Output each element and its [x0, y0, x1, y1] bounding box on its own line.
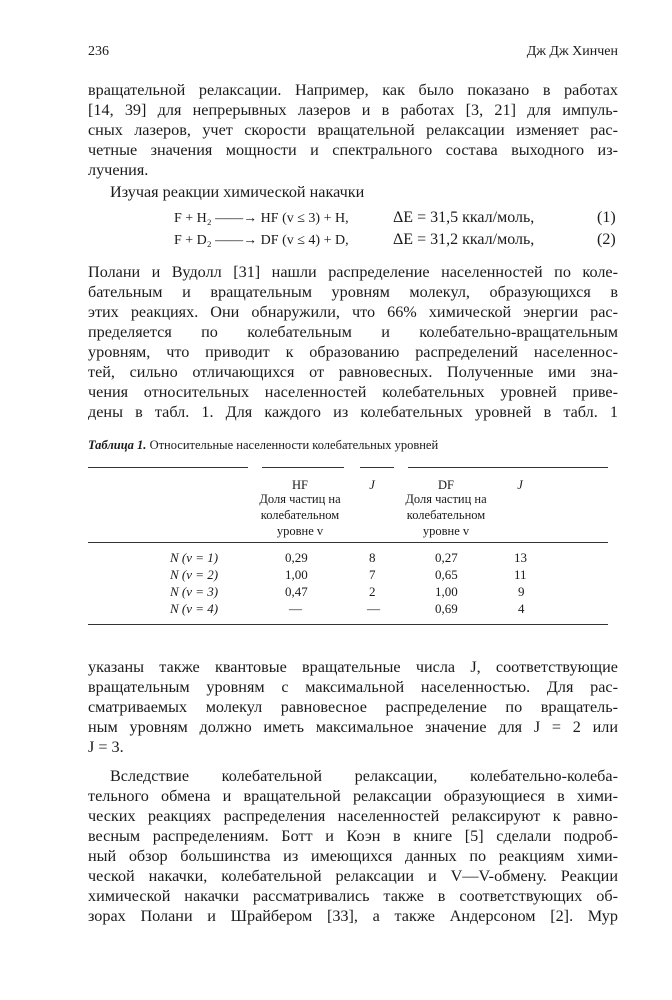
cell-df: 1,00	[435, 584, 458, 599]
col-head-hf-j: J	[369, 478, 375, 492]
text-line: указаны также квантовые вращательные числа J, соответствующие	[88, 658, 618, 676]
text-line: весным распределениям. Ботт и Коэн в книге [5] сделали подроб-	[88, 827, 618, 845]
equation-2	[0, 231, 672, 253]
cell-hf-j: —	[367, 601, 380, 616]
text-line: ным уровням должно иметь максимальное значение для J = 2 или	[88, 718, 618, 736]
text-line: Полани и Вудолл [31] нашли распределение населенностей по коле-	[88, 263, 618, 281]
row-label: N (v = 1)	[170, 550, 219, 565]
col-subhead-hf	[240, 491, 360, 539]
text-line: J = 3.	[88, 738, 124, 756]
row-label: N (v = 3)	[170, 584, 219, 599]
cell-df: 0,65	[435, 567, 458, 582]
paragraph-5	[88, 766, 618, 926]
paragraph-4	[88, 657, 618, 757]
text-line: чения относительных населенностей колебательных уровней приве-	[88, 383, 618, 401]
subhead-line: Доля частиц на	[405, 492, 487, 506]
paragraph-3	[88, 262, 618, 422]
text-line: сматриваемых молекул равновесное распределение по вращатель-	[88, 698, 618, 716]
cell-hf: 1,00	[285, 567, 308, 582]
page-number: 236	[88, 44, 109, 59]
table-top-rule	[88, 467, 248, 468]
table-top-rule	[360, 467, 394, 468]
cell-hf: 0,29	[285, 550, 308, 565]
cell-df-j: 9	[518, 584, 525, 599]
subhead-line: Доля частиц на	[259, 492, 341, 506]
table-caption-text: Относительные населенности колебательных уровней	[149, 438, 439, 452]
text-line: [14, 39] для непрерывных лазеров и в работах [3, 21] для импуль-	[88, 101, 618, 119]
text-line: вращательным уровням с максимальной населенностью. Для рас-	[88, 678, 618, 696]
cell-df-j: 4	[518, 601, 525, 616]
cell-hf: 0,47	[285, 584, 308, 599]
running-head: Дж Дж Хинчен	[526, 44, 618, 59]
cell-hf-j: 7	[369, 567, 376, 582]
equation-energy: ΔE = 31,2 ккал/моль,	[393, 231, 535, 248]
equation-reaction: F + H₂ ——→ HF (v ≤ 3) + H,	[174, 211, 349, 226]
cell-df: 0,69	[435, 601, 458, 616]
table-caption-label: Таблица 1.	[88, 438, 147, 452]
paragraph-1	[88, 80, 618, 180]
row-label: N (v = 2)	[170, 567, 219, 582]
text-line: лучения.	[88, 161, 149, 179]
equation-1	[0, 209, 672, 231]
table-top-rule	[262, 467, 344, 468]
text-line: Изучая реакции химической накачки	[110, 183, 365, 201]
cell-hf-j: 8	[369, 550, 376, 565]
text-line: бательным и вращательным уровням молекул, образующихся в	[88, 283, 618, 301]
paragraph-2-intro	[88, 182, 618, 202]
col-subhead-df	[386, 491, 506, 539]
text-line: Вследствие колебательной релаксации, колебательно-колеба-	[110, 767, 618, 785]
text-line: этих реакциях. Они обнаружили, что 66% химической энергии рас-	[88, 303, 618, 321]
col-head-df: DF	[438, 478, 454, 492]
table-top-rule	[408, 467, 608, 468]
cell-df-j: 11	[514, 567, 527, 582]
table-header-rule	[88, 542, 608, 543]
subhead-line: колебательном	[406, 508, 486, 522]
cell-df: 0,27	[435, 550, 458, 565]
text-line: зорах Полани и Шрайбером [33], а также Андерсоном [2]. Мур	[88, 907, 618, 925]
table-bottom-rule	[88, 624, 608, 625]
col-head-hf: HF	[292, 478, 308, 492]
equation-number: (2)	[597, 231, 616, 248]
text-line: тельного обмена и вращательной релаксации образующиеся в хими-	[88, 787, 618, 805]
text-line: химической накачки рассматривались также в соответствующих об-	[88, 887, 618, 905]
equation-reaction: F + D₂ ——→ DF (v ≤ 4) + D,	[174, 233, 349, 248]
text-line: ный обзор большинства из имеющихся данных по реакциям хими-	[88, 847, 618, 865]
subhead-line: уровне v	[422, 524, 470, 538]
table-caption	[88, 438, 438, 453]
text-line: ческих реакциях распределения населенностей релаксируют к равно-	[88, 807, 618, 825]
text-line: пределяется по колебательным и колебательно-вращательным	[88, 323, 618, 341]
text-line: тей, сильно отличающихся от равновесных. Полученные ими зна-	[88, 363, 618, 381]
cell-hf-j: 2	[369, 584, 376, 599]
equation-number: (1)	[597, 209, 616, 226]
text-line: дены в табл. 1. Для каждого из колебательных уровней в табл. 1	[88, 403, 618, 421]
cell-hf: —	[289, 601, 302, 616]
equation-energy: ΔE = 31,5 ккал/моль,	[393, 209, 535, 226]
text-line: ческой накачки, колебательной релаксации и V—V-обмену. Реакции	[88, 867, 618, 885]
subhead-line: колебательном	[260, 508, 340, 522]
col-head-df-j: J	[517, 478, 523, 492]
text-line: сных лазеров, учет скорости вращательной релаксации изменяет рас-	[88, 121, 618, 139]
row-label: N (v = 4)	[170, 601, 219, 616]
text-line: уровням, что приводит к образованию распределений населеннос-	[88, 343, 618, 361]
text-line: вращательной релаксации. Например, как было показано в работах	[88, 81, 618, 99]
subhead-line: уровне v	[276, 524, 324, 538]
text-line: четные значения мощности и спектрального состава выходного из-	[88, 141, 618, 159]
cell-df-j: 13	[514, 550, 527, 565]
